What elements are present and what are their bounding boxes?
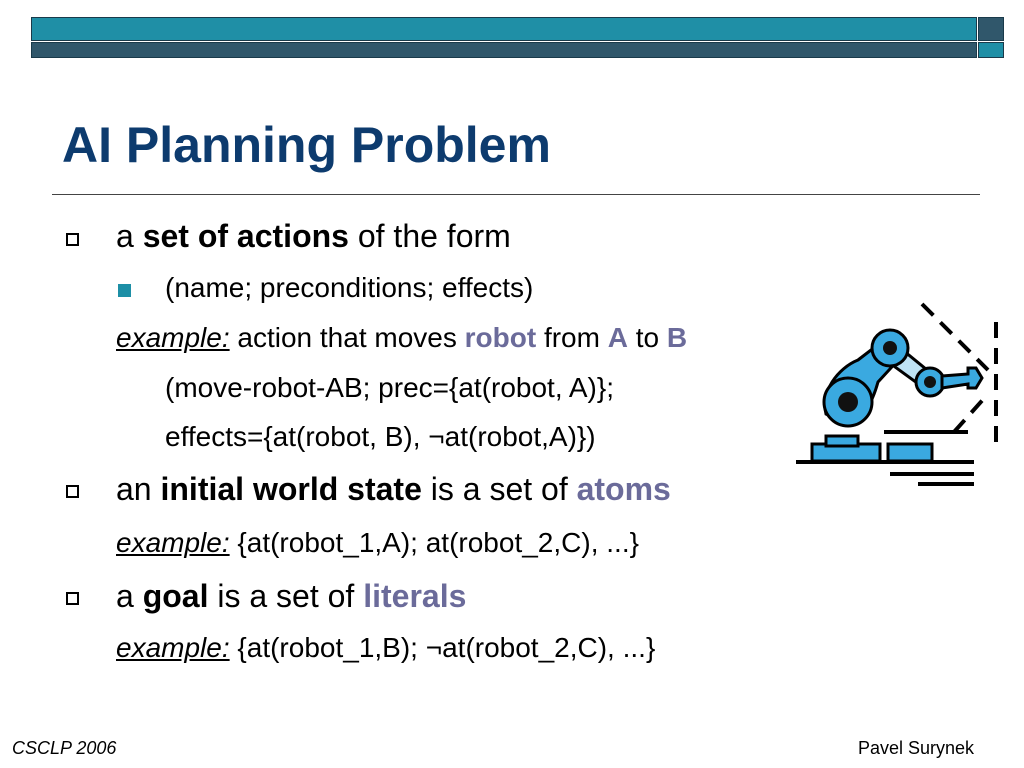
bullet-goal: [116, 576, 466, 616]
example-text: action that moves: [229, 322, 465, 353]
bullet-initial-state: [116, 469, 671, 509]
header-square-bottom: [978, 42, 1004, 58]
bullet-text: is a set of: [421, 471, 577, 507]
example-text: {at(robot_1,A); at(robot_2,C), ...}: [229, 527, 639, 558]
header-square-top: [978, 17, 1004, 41]
example-initial-state: [116, 525, 639, 561]
accent-term: robot: [464, 322, 537, 353]
hollow-square-bullet-icon: [66, 592, 79, 605]
slide-title: AI Planning Problem: [62, 117, 551, 173]
accent-term: atoms: [576, 471, 671, 507]
example-text: to: [627, 322, 667, 353]
accent-term: B: [666, 322, 688, 353]
example-text: from: [536, 322, 608, 353]
bullet-text: is a set of: [208, 578, 364, 614]
example-goal: [116, 630, 655, 666]
bullet-bold-term: initial world state: [160, 471, 422, 507]
example-label: example:: [116, 322, 230, 353]
example-text: {at(robot_1,B); ¬at(robot_2,C), ...}: [229, 632, 656, 663]
code-line-2: effects={at(robot, B), ¬a​t(robot,A)}): [165, 421, 596, 452]
bullet-text: of the form: [348, 218, 511, 254]
bullet-bold-term: set of actions: [142, 218, 349, 254]
filled-square-bullet-icon: [118, 284, 131, 297]
title-divider: [52, 194, 980, 195]
footer-author: Pavel Surynek: [858, 738, 975, 758]
footer-conference: CSCLP 2006: [12, 738, 117, 758]
bullet-bold-term: goal: [142, 578, 209, 614]
bullet-text: an: [116, 471, 161, 507]
robot-arm-icon: [792, 296, 1004, 492]
header-bar-top: [31, 17, 977, 41]
sub-bullet-form: (name; preconditions; effects): [165, 272, 534, 303]
bullet-text: a: [116, 578, 143, 614]
example-label: example:: [116, 632, 230, 663]
hollow-square-bullet-icon: [66, 233, 79, 246]
accent-term: literals: [363, 578, 467, 614]
code-line-1: (move-robot-AB; prec={at(robot, A)};: [165, 372, 614, 403]
header-bar-bottom: [31, 42, 977, 58]
bullet-actions: [116, 216, 511, 256]
example-label: example:: [116, 527, 230, 558]
accent-term: A: [607, 322, 628, 353]
hollow-square-bullet-icon: [66, 485, 79, 498]
example-actions: [116, 320, 687, 356]
bullet-text: a: [116, 218, 143, 254]
